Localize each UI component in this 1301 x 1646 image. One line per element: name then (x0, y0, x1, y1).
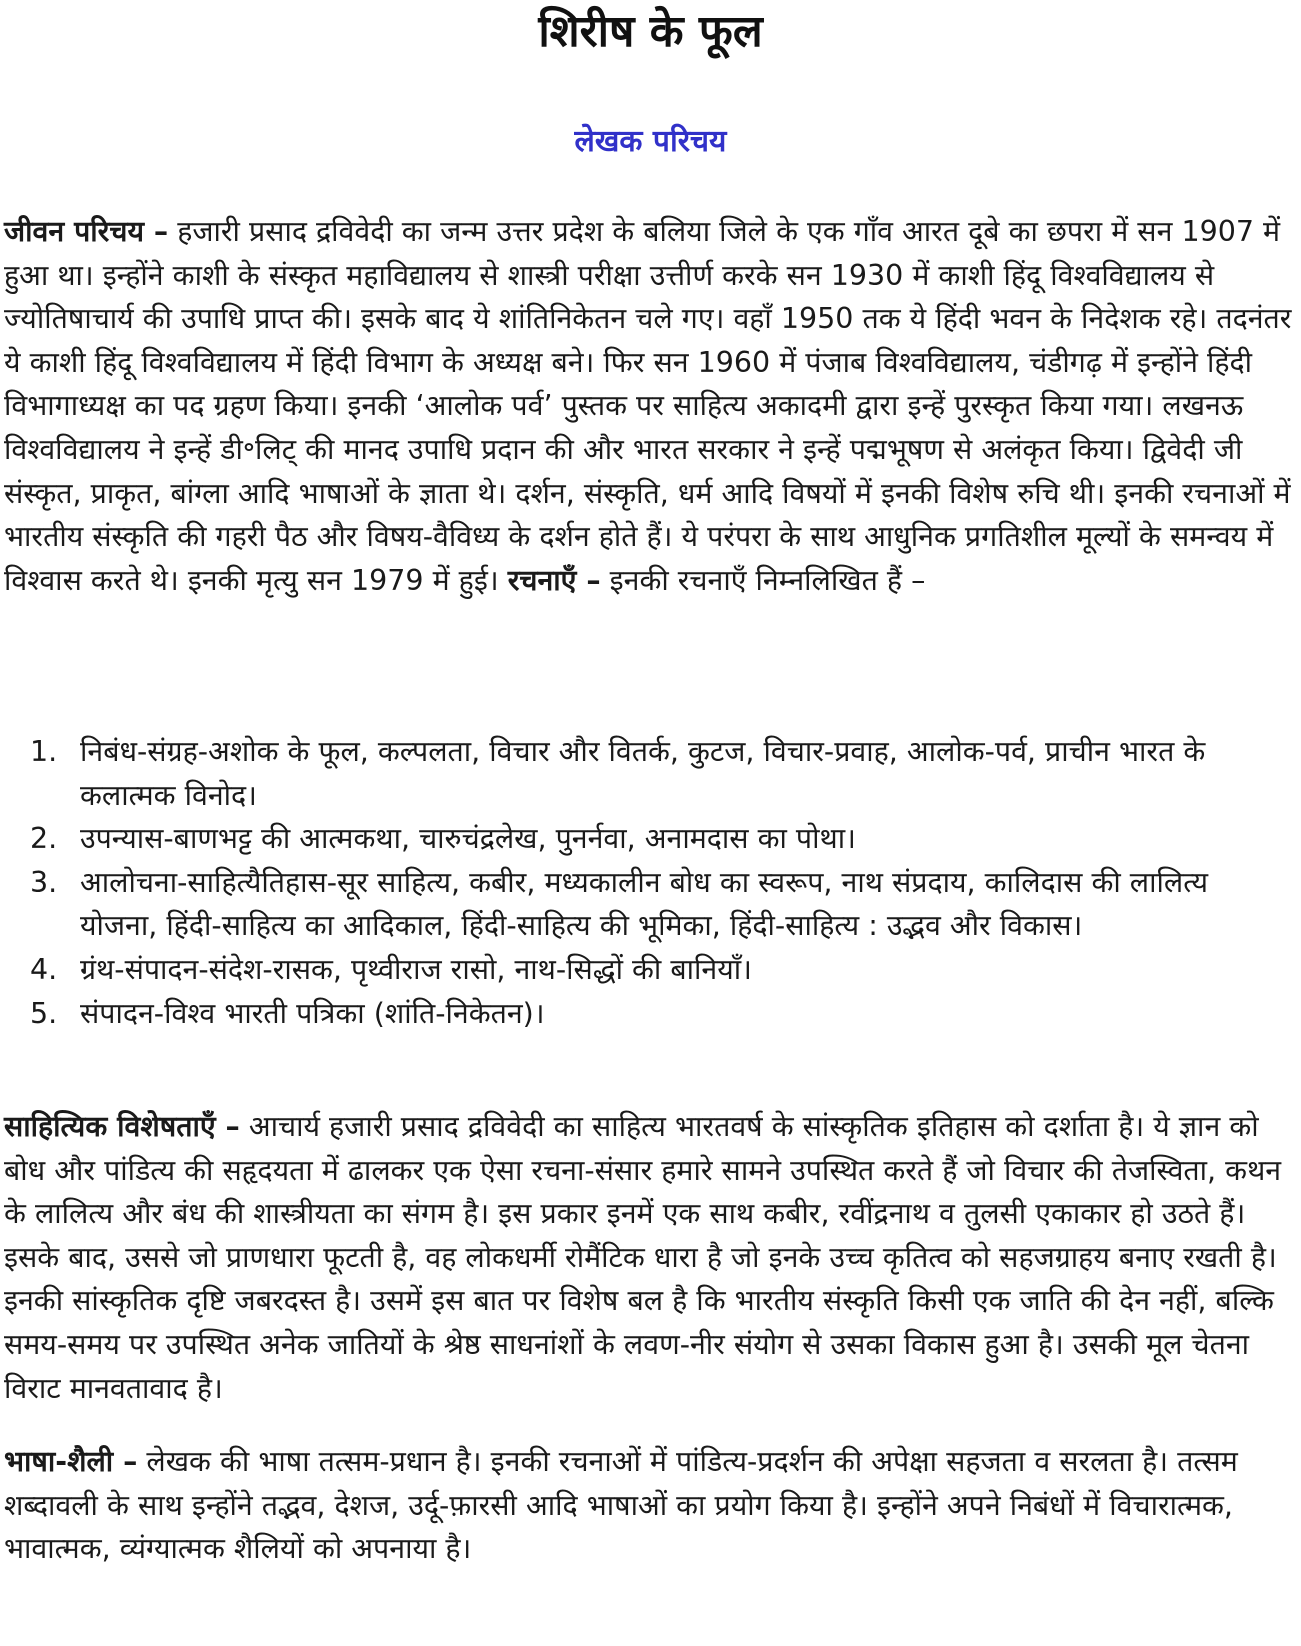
biography-heading: जीवन परिचय – (4, 215, 169, 248)
language-style-paragraph (4, 1440, 1294, 1571)
list-item-number: 5. (30, 996, 58, 1030)
language-style-heading: भाषा-शैली – (4, 1445, 138, 1478)
list-item (30, 992, 1290, 1036)
list-item-number: 2. (30, 822, 58, 856)
list-item-number: 4. (30, 952, 58, 986)
list-item (30, 730, 1290, 817)
section-subtitle: लेखक परिचय (574, 124, 727, 159)
list-item-number: 3. (30, 865, 58, 899)
list-item (30, 948, 1290, 992)
works-intro: इनकी रचनाएँ निम्नलिखित हैं – (600, 563, 926, 597)
list-item-text: आलोचना-साहित्यैतिहास-सूर साहित्य, कबीर, मध्यकालीन बोध का स्वरूप, नाथ संप्रदाय, कालिदास की लालित्य योजना, हिंदी-साहित्य का आदिकाल, हिंदी-साहित्य की भूमिका, हिंदी-साहित्य : उद्भव और विकास। (80, 865, 1208, 943)
language-style-text: लेखक की भाषा तत्सम-प्रधान है। इनकी रचनाओं में पांडित्य-प्रदर्शन की अपेक्षा सहजता व सरलता है। तत्सम शब्दावली के साथ इन्होंने तद्भव, देशज, उर्दू-फ़ारसी आदि भाषाओं का प्रयोग किया है। इन्होंने अपने निबंधों में विचारात्मक, भावात्मक, व्यंग्यात्मक शैलियों को अपनाया है। (4, 1445, 1238, 1566)
list-item-text: ग्रंथ-संपादन-संदेश-रासक, पृथ्वीराज रासो, नाथ-सिद्धों की बानियाँ। (80, 952, 752, 986)
works-heading: रचनाएँ – (507, 563, 601, 597)
biography-paragraph (4, 210, 1294, 602)
page-title: शिरीष के फूल (538, 6, 763, 57)
list-item-text: संपादन-विश्व भारती पत्रिका (शांति-निकेतन)। (80, 996, 545, 1030)
list-item-text: उपन्यास-बाणभट्ट की आत्मकथा, चारुचंद्रलेख, पुनर्नवा, अनामदास का पोथा। (80, 822, 856, 856)
works-list (30, 730, 1290, 1035)
list-item (30, 861, 1290, 948)
literary-features-paragraph (4, 1105, 1294, 1410)
biography-text: हजारी प्रसाद द्रविवेदी का जन्म उत्तर प्रदेश के बलिया जिले के एक गाँव आरत दूबे का छपरा में सन 1907 में हुआ था। इन्होंने काशी के संस्कृत महाविद्यालय से शास्त्री परीक्षा उत्तीर्ण करके सन 1930 में काशी हिंदू विश्वविद्यालय से ज्योतिषाचार्य की उपाधि प्राप्त की। इसके बाद ये शांतिनिकेतन चले गए। वहाँ 1950 तक ये हिंदी भवन के निदेशक रहे। तदनंतर ये काशी हिंदू विश्वविद्यालय में हिंदी विभाग के अध्यक्ष बने। फिर सन 1960 में पंजाब विश्वविद्यालय, चंडीगढ़ में इन्होंने हिंदी विभागाध्यक्ष का पद ग्रहण किया। इनकी ‘आलोक पर्व’ पुस्तक पर साहित्य अकादमी द्वारा इन्हें पुरस्कृत किया गया। लखनऊ विश्वविद्यालय ने इन्हें डी॰लिट् की मानद उपाधि प्रदान की और भारत सरकार ने इन्हें पद्मभूषण से अलंकृत किया। द्विवेदी जी संस्कृत, प्राकृत, बांग्ला आदि भाषाओं के ज्ञाता थे। दर्शन, संस्कृति, धर्म आदि विषयों में इनकी विशेष रुचि थी। इनकी रचनाओं में भारतीय संस्कृति की गहरी पैठ और विषय-वैविध्य के दर्शन होते हैं। ये परंपरा के साथ आधुनिक प्रगतिशील मूल्यों के समन्वय में विश्वास करते थे। इनकी मृत्यु सन 1979 में हुई। (4, 215, 1292, 597)
list-item (30, 817, 1290, 861)
literary-features-heading: साहित्यिक विशेषताएँ – (4, 1110, 240, 1143)
literary-features-text: आचार्य हजारी प्रसाद द्रविवेदी का साहित्य भारतवर्ष के सांस्कृतिक इतिहास को दर्शाता है। ये ज्ञान को बोध और पांडित्य की सहृदयता में ढालकर एक ऐसा रचना-संसार हमारे सामने उपस्थित करते हैं जो विचार की तेजस्विता, कथन के लालित्य और बंध की शास्त्रीयता का संगम है। इस प्रकार इनमें एक साथ कबीर, रवींद्रनाथ व तुलसी एकाकार हो उठते हैं। इसके बाद, उससे जो प्राणधारा फूटती है, वह लोकधर्मी रोमैंटिक धारा है जो इनके उच्च कृतित्व को सहजग्राहय बनाए रखती है। इनकी सांस्कृतिक दृष्टि जबरदस्त है। उसमें इस बात पर विशेष बल है कि भारतीय संस्कृति किसी एक जाति की देन नहीं, बल्कि समय-समय पर उपस्थित अनेक जातियों के श्रेष्ठ साधनांशों के लवण-नीर संयोग से उसका विकास हुआ है। उसकी मूल चेतना विराट मानवतावाद है। (4, 1110, 1282, 1405)
list-item-number: 1. (30, 735, 58, 768)
list-item-text: निबंध-संग्रह-अशोक के फूल, कल्पलता, विचार और वितर्क, कुटज, विचार-प्रवाह, आलोक-पर्व, प्राचीन भारत के कलात्मक विनोद। (80, 735, 1206, 812)
